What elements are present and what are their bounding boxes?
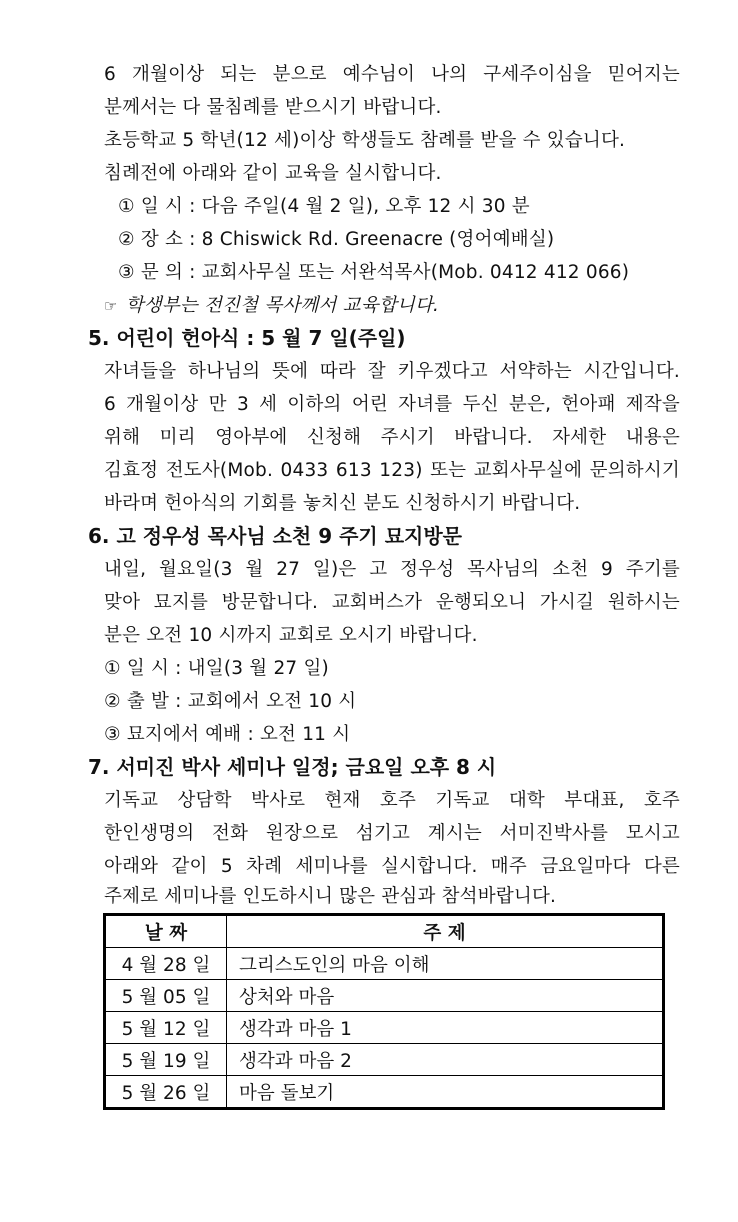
section5-line-3: 위해 미리 영아부에 신청해 주시기 바랍니다. 자세한 내용은 [104,427,680,448]
date-column-header: 날 짜 [105,915,227,948]
seminar-topic: 상처와 마음 [227,980,664,1012]
section6-departure: ② 출 발 : 교회에서 오전 10 시 [104,691,357,712]
section6-line-2: 맞아 묘지를 방문합니다. 교회버스가 운행되오니 가시길 원하시는 [104,592,680,613]
intro-line-4: 침례전에 아래와 같이 교육을 실시합니다. [104,163,442,184]
section6-date: ① 일 시 : 내일(3 월 27 일) [104,658,329,679]
seminar-topic: 마음 돌보기 [227,1076,664,1109]
baptism-note [104,289,680,322]
intro-line-2: 분께서는 다 물침례를 받으시기 바랍니다. [104,97,442,118]
seminar-topic: 생각과 마음 1 [227,1012,664,1044]
seminar-date: 5 월 05 일 [105,980,227,1012]
seminar-date: 4 월 28 일 [105,948,227,980]
table-row [105,948,664,980]
baptism-date: ① 일 시 : 다음 주일(4 월 2 일), 오후 12 시 30 분 [118,196,530,217]
section7-line-4: 주제로 세미나를 인도하시니 많은 관심과 참석바랍니다. [104,886,557,907]
section6-line-1: 내일, 월요일(3 월 27 일)은 고 정우성 목사님의 소천 9 주기를 [104,559,680,580]
section5-heading: 5. 어린이 헌아식 : 5 월 7 일(주일) [88,326,406,350]
section5-line-4: 김효정 전도사(Mob. 0433 613 123) 또는 교회사무실에 문의하시기 [104,460,680,481]
table-header-row [105,915,664,948]
seminar-date: 5 월 19 일 [105,1044,227,1076]
intro-line-1: 6 개월이상 되는 분으로 예수님이 나의 구세주이심을 믿어지는 [104,64,680,85]
section7-line-3: 아래와 같이 5 차례 세미나를 실시합니다. 매주 금요일마다 다른 [104,856,680,877]
seminar-topic: 생각과 마음 2 [227,1044,664,1076]
section7-line-2: 한인생명의 전화 원장으로 섬기고 계시는 서미진박사를 모시고 [104,823,680,844]
seminar-date: 5 월 12 일 [105,1012,227,1044]
section6-service: ③ 묘지에서 예배 : 오전 11 시 [104,724,351,745]
seminar-date: 5 월 26 일 [105,1076,227,1109]
section5-line-1: 자녀들을 하나님의 뜻에 따라 잘 키우겠다고 서약하는 시간입니다. [104,361,680,382]
seminar-topic: 그리스도인의 마음 이해 [227,948,664,980]
section7-line-1: 기독교 상담학 박사로 현재 호주 기독교 대학 부대표, 호주 [104,790,680,811]
baptism-contact: ③ 문 의 : 교회사무실 또는 서완석목사(Mob. 0412 412 066) [118,262,630,283]
pointing-hand-icon: ☞ [104,297,118,315]
table-row [105,1044,664,1076]
seminar-schedule-table [103,913,665,1110]
section7-heading: 7. 서미진 박사 세미나 일정; 금요일 오후 8 시 [88,755,497,779]
baptism-location: ② 장 소 : 8 Chiswick Rd. Greenacre (영어예배실) [118,229,555,250]
baptism-note-text: 학생부는 전진철 목사께서 교육합니다. [125,295,440,316]
section5-line-5: 바라며 헌아식의 기회를 놓치신 분도 신청하시기 바랍니다. [104,493,581,514]
intro-line-3: 초등학교 5 학년(12 세)이상 학생들도 참례를 받을 수 있습니다. [104,130,626,151]
table-row [105,1076,664,1109]
section6-line-3: 분은 오전 10 시까지 교회로 오시기 바랍니다. [104,625,478,646]
topic-column-header: 주 제 [227,915,664,948]
table-row [105,980,664,1012]
section5-line-2: 6 개월이상 만 3 세 이하의 어린 자녀를 두신 분은, 헌아패 제작을 [104,394,680,415]
table-row [105,1012,664,1044]
section6-heading: 6. 고 정우성 목사님 소천 9 주기 묘지방문 [88,524,462,548]
